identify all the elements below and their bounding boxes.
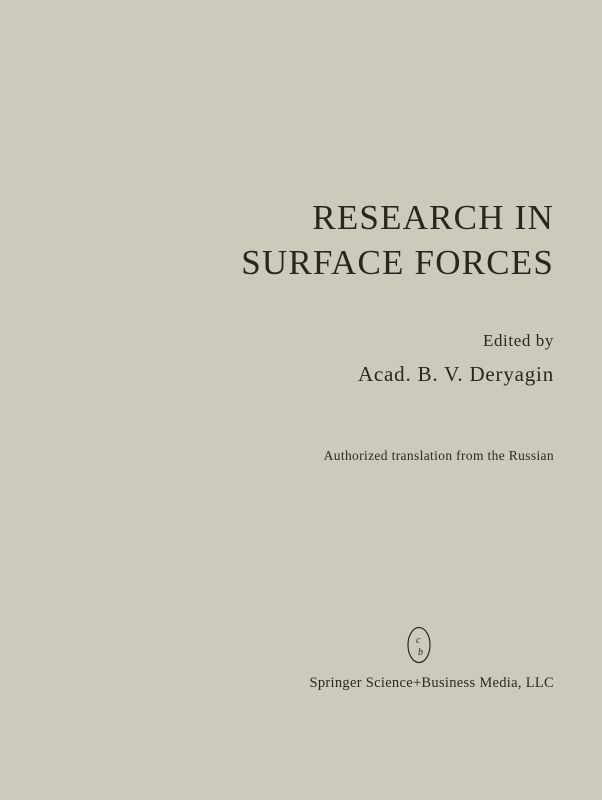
editor-credit [0, 328, 554, 391]
svg-text:b: b [418, 647, 423, 658]
book-title-line-2: SURFACE FORCES [241, 242, 554, 282]
springer-knight-logo-icon [406, 626, 432, 664]
publisher-name: Springer Science+Business Media, LLC [309, 675, 554, 691]
editor-name: Acad. B. V. Deryagin [357, 361, 554, 386]
svg-text:c: c [416, 635, 421, 646]
publisher-block [0, 626, 554, 692]
translation-note: Authorized translation from the Russian [323, 448, 554, 463]
edited-by-label: Edited by [482, 331, 554, 350]
book-title [0, 196, 554, 286]
book-title-line-1: RESEARCH IN [312, 198, 554, 237]
